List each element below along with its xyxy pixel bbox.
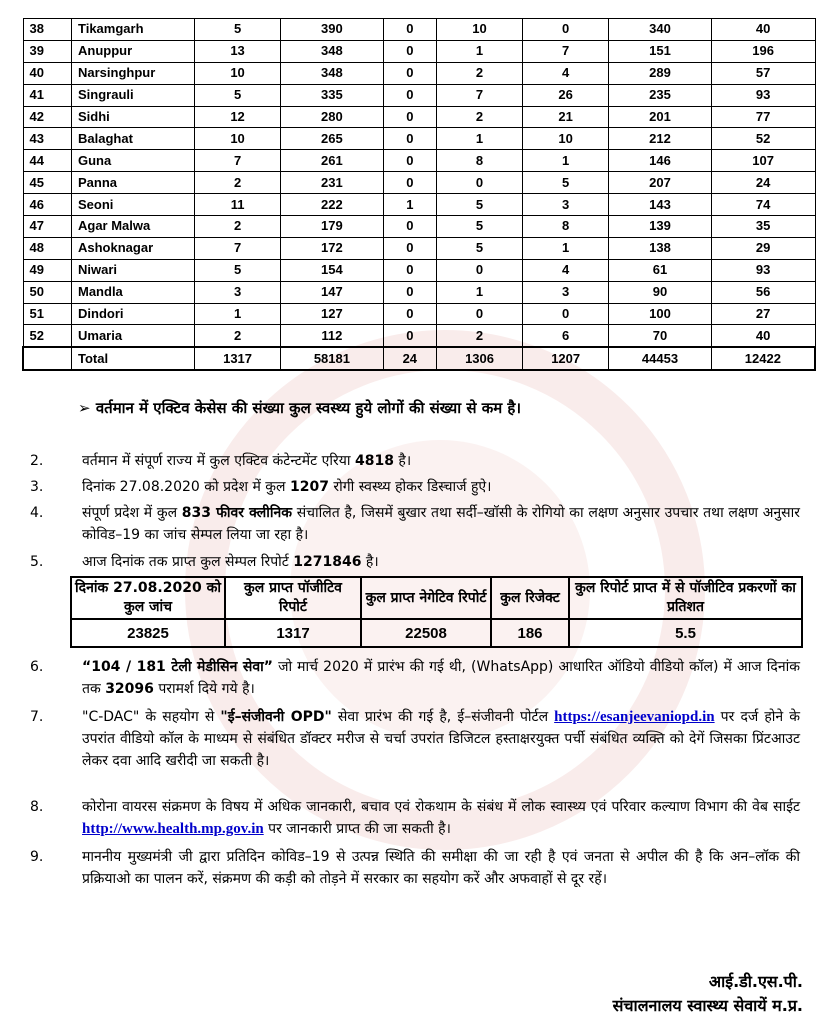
text: आज दिनांक तक प्राप्त कुल सेम्पल रिपोर्ट (82, 554, 294, 570)
cell: 2 (436, 106, 522, 128)
text: संचालित है, जिसमें बुखार तथा सर्दी–खॉसी के रोगियो का लक्षण अनुसार उपचार तथा लक्षण अनुसार कोविड–19 का जांच सेम्पल लिया जा रहा है। (82, 505, 800, 543)
cell: 27 (711, 303, 815, 325)
cell: 0 (383, 325, 436, 347)
cell: 3 (523, 194, 609, 216)
tests-value-row (71, 619, 802, 647)
text: दिनांक 27.08.2020 को प्रदेश में कुल (82, 479, 290, 495)
table-row (23, 216, 815, 238)
cell: 5 (436, 237, 522, 259)
cell: 1317 (195, 347, 281, 370)
cell: 0 (383, 281, 436, 303)
point-2 (30, 450, 800, 472)
point-text: माननीय मुख्यमंत्री जी द्वारा प्रतिदिन कोविड–19 से उत्पन्न स्थिति की समीक्षा की जा रही है एवं जनता से अपील की है कि अन–लॉक की प्रक्रियाओ का पालन करें, संक्रमण की कड़ी को तोड़ने में सरकार का सहयोग करें और अफवाहों से दूर रहें। (82, 849, 800, 887)
cell: 0 (436, 303, 522, 325)
cell: 138 (609, 237, 712, 259)
tests-summary-table (70, 576, 803, 648)
table-row (23, 237, 815, 259)
serial-cell: 47 (23, 216, 72, 238)
cell: 0 (383, 128, 436, 150)
serial-cell: 52 (23, 325, 72, 347)
signature-directorate: संचालनालय स्वास्थ्य सेवायें म.प्र. (612, 996, 803, 1015)
cell: 5 (523, 172, 609, 194)
cell: 7 (195, 237, 281, 259)
district-name-cell: Mandla (72, 281, 195, 303)
cell: 0 (383, 106, 436, 128)
cell: 0 (383, 303, 436, 325)
cell: 348 (281, 40, 384, 62)
table-row (23, 281, 815, 303)
arrow-bullet-icon: ➢ (78, 399, 91, 417)
cell: 112 (281, 325, 384, 347)
serial-cell: 51 (23, 303, 72, 325)
cell: 2 (195, 172, 281, 194)
cell: 8 (523, 216, 609, 238)
district-name-cell: Singrauli (72, 84, 195, 106)
cell: 127 (281, 303, 384, 325)
cell: 74 (711, 194, 815, 216)
point-8 (30, 796, 800, 840)
cell: 44453 (609, 347, 712, 370)
cell: 7 (195, 150, 281, 172)
cell: 90 (609, 281, 712, 303)
district-name-cell: Agar Malwa (72, 216, 195, 238)
cell: 4 (523, 62, 609, 84)
point-9 (30, 846, 800, 890)
cell: 93 (711, 84, 815, 106)
value-cell: 186 (491, 619, 569, 647)
cell: 1 (523, 150, 609, 172)
point-text (82, 706, 800, 772)
cell: 3 (195, 281, 281, 303)
text: वर्तमान में संपूर्ण राज्य में कुल एक्टिव कंटेन्टमेंट एरिया (82, 453, 355, 469)
cell: 1306 (436, 347, 522, 370)
cell: 1 (195, 303, 281, 325)
bold-value: 1207 (289, 479, 329, 495)
cell: 0 (523, 303, 609, 325)
table-row (23, 259, 815, 281)
serial-cell: 40 (23, 62, 72, 84)
serial-cell: 49 (23, 259, 72, 281)
cell: 26 (523, 84, 609, 106)
point-text (82, 476, 800, 498)
cell: 1 (436, 281, 522, 303)
cell: 5 (195, 19, 281, 41)
cell: 5 (195, 259, 281, 281)
serial-cell: 44 (23, 150, 72, 172)
point-number: 5. (30, 554, 44, 570)
serial-cell: 45 (23, 172, 72, 194)
cell: 179 (281, 216, 384, 238)
cell: 0 (383, 19, 436, 41)
table-row (23, 106, 815, 128)
district-name-cell: Balaghat (72, 128, 195, 150)
header-cell: कुल रिपोर्ट प्राप्त में से पॉजीटिव प्रकरणों का प्रतिशत (569, 577, 802, 619)
district-name-cell: Sidhi (72, 106, 195, 128)
cell: 107 (711, 150, 815, 172)
point-text (82, 656, 800, 700)
point-number: 2. (30, 453, 44, 469)
serial-cell: 42 (23, 106, 72, 128)
cell: 172 (281, 237, 384, 259)
table-row (23, 150, 815, 172)
cell: 0 (436, 172, 522, 194)
district-cases-table (22, 18, 816, 371)
cell: 11 (195, 194, 281, 216)
cell: 3 (523, 281, 609, 303)
cell: 5 (436, 194, 522, 216)
cell: 10 (195, 62, 281, 84)
point-3 (30, 476, 800, 498)
cell: 12422 (711, 347, 815, 370)
cell: 1 (436, 40, 522, 62)
point-4 (30, 502, 800, 546)
cell: 24 (711, 172, 815, 194)
value-cell: 1317 (225, 619, 361, 647)
cell: 0 (523, 19, 609, 41)
cell: 24 (383, 347, 436, 370)
cell: 0 (436, 259, 522, 281)
table-row (23, 303, 815, 325)
cell: 207 (609, 172, 712, 194)
cell: 0 (383, 259, 436, 281)
district-name-cell: Narsinghpur (72, 62, 195, 84)
cell: 2 (436, 62, 522, 84)
cell: 35 (711, 216, 815, 238)
district-name-cell: Guna (72, 150, 195, 172)
text: जो मार्च 2020 में प्रारंभ की गई थी, (WhatsApp) आधारित ऑडियो वीडियो कॉल) में आज दिनांक तक (82, 659, 801, 697)
total-row (23, 347, 815, 370)
cell: 201 (609, 106, 712, 128)
point-number: 7. (30, 709, 44, 725)
value-cell: 22508 (361, 619, 491, 647)
cell: 280 (281, 106, 384, 128)
text: सेवा प्रारंभ की गई है, ई–संजीवनी पोर्टल (331, 709, 555, 725)
point-number: 8. (30, 799, 44, 815)
table-row (23, 84, 815, 106)
bold-value: 32096 (105, 681, 154, 697)
header-cell: कुल रिजेक्ट (491, 577, 569, 619)
serial-cell: 39 (23, 40, 72, 62)
cell: 0 (383, 62, 436, 84)
value-cell: 5.5 (569, 619, 802, 647)
cell: 29 (711, 237, 815, 259)
health-mp-link[interactable]: http://www.health.mp.gov.in (82, 821, 264, 837)
district-name-cell: Tikamgarh (72, 19, 195, 41)
point-text (82, 796, 800, 840)
table-row (23, 194, 815, 216)
cell: 5 (195, 84, 281, 106)
cell: 57 (711, 62, 815, 84)
cell: 212 (609, 128, 712, 150)
table-row (23, 325, 815, 347)
cell: 0 (383, 40, 436, 62)
cell: 7 (523, 40, 609, 62)
cell: 13 (195, 40, 281, 62)
cell: 154 (281, 259, 384, 281)
esanjeevani-link[interactable]: https://esanjeevaniopd.in (554, 709, 715, 725)
bold-value: 4818 (354, 453, 394, 469)
cell: 222 (281, 194, 384, 216)
cell: 0 (383, 172, 436, 194)
cell: 390 (281, 19, 384, 41)
serial-cell: 46 (23, 194, 72, 216)
text: परामर्श दिये गये है। (153, 681, 255, 697)
cell: 0 (383, 84, 436, 106)
district-name-cell: Niwari (72, 259, 195, 281)
header-cell: कुल प्राप्त पॉजीटिव रिपोर्ट (225, 577, 361, 619)
bold-value: "ई–संजीवनी OPD" (220, 709, 332, 725)
serial-cell: 38 (23, 19, 72, 41)
text: है। (393, 453, 412, 469)
signature-dept: आई.डी.एस.पी. (708, 972, 803, 991)
highlight-text: वर्तमान में एक्टिव केसेस की संख्या कुल स्वस्थ्य हुये लोगों की संख्या से कम है। (95, 399, 522, 417)
district-name-cell: Ashoknagar (72, 237, 195, 259)
cell: 61 (609, 259, 712, 281)
cell: 1 (523, 237, 609, 259)
cell: 100 (609, 303, 712, 325)
bold-value: “104 / 181 टेली मेडीसिन सेवा” (82, 659, 273, 675)
point-number: 4. (30, 505, 44, 521)
cell: 6 (523, 325, 609, 347)
text: है। (361, 554, 379, 570)
cell: 143 (609, 194, 712, 216)
cell: 289 (609, 62, 712, 84)
highlight-note (78, 398, 521, 418)
cell: 261 (281, 150, 384, 172)
cell: 10 (523, 128, 609, 150)
text: पर जानकारी प्राप्त की जा सकती है। (263, 821, 451, 837)
bold-value: 1271846 (293, 554, 362, 570)
cell: 52 (711, 128, 815, 150)
district-name-cell: Seoni (72, 194, 195, 216)
point-text (82, 502, 800, 546)
cell: 2 (436, 325, 522, 347)
text: संपूर्ण प्रदेश में कुल (82, 505, 182, 521)
cell: 2 (195, 216, 281, 238)
cell: 40 (711, 19, 815, 41)
header-cell: कुल प्राप्त नेगेटिव रिपोर्ट (361, 577, 491, 619)
bold-value: 833 फीवर क्लीनिक (181, 505, 293, 521)
cell: 1 (383, 194, 436, 216)
cell: 235 (609, 84, 712, 106)
cell: 10 (195, 128, 281, 150)
table-row (23, 62, 815, 84)
point-text (82, 551, 800, 573)
cell: 0 (383, 150, 436, 172)
table-row (23, 172, 815, 194)
cell: 56 (711, 281, 815, 303)
cell: 139 (609, 216, 712, 238)
cell: 5 (436, 216, 522, 238)
cell: 146 (609, 150, 712, 172)
cell: 40 (711, 325, 815, 347)
cell: 10 (436, 19, 522, 41)
cell: 2 (195, 325, 281, 347)
cell: 1 (436, 128, 522, 150)
cell: 70 (609, 325, 712, 347)
serial-cell (23, 347, 72, 370)
cell: 335 (281, 84, 384, 106)
header-cell: दिनांक 27.08.2020 को कुल जांच (71, 577, 225, 619)
text: रोगी स्वस्थ्य होकर डिस्चार्ज हुऐ। (328, 479, 492, 495)
serial-cell: 43 (23, 128, 72, 150)
table-row (23, 128, 815, 150)
district-name-cell: Dindori (72, 303, 195, 325)
district-name-cell: Panna (72, 172, 195, 194)
cell: 196 (711, 40, 815, 62)
cell: 1207 (523, 347, 609, 370)
cell: 0 (383, 237, 436, 259)
point-number: 9. (30, 849, 44, 865)
cell: 4 (523, 259, 609, 281)
table-row (23, 40, 815, 62)
table-row (23, 19, 815, 41)
cell: 7 (436, 84, 522, 106)
cell: 0 (383, 216, 436, 238)
cell: 348 (281, 62, 384, 84)
point-7 (30, 706, 800, 772)
serial-cell: 41 (23, 84, 72, 106)
point-number: 3. (30, 479, 44, 495)
serial-cell: 48 (23, 237, 72, 259)
value-cell: 23825 (71, 619, 225, 647)
cell: 340 (609, 19, 712, 41)
cell: 8 (436, 150, 522, 172)
cell: 12 (195, 106, 281, 128)
district-name-cell: Umaria (72, 325, 195, 347)
point-number: 6. (30, 659, 44, 675)
district-name-cell: Total (72, 347, 195, 370)
cell: 147 (281, 281, 384, 303)
point-5 (30, 551, 800, 573)
cell: 151 (609, 40, 712, 62)
text: कोरोना वायरस संक्रमण के विषय में अधिक जानकारी, बचाव एवं रोकथाम के संबंध में लोक स्वास्थ्य एवं परिवार कल्याण विभाग की वेब साईट (82, 799, 800, 815)
cell: 58181 (281, 347, 384, 370)
point-6 (30, 656, 800, 700)
point-text (82, 450, 800, 472)
cell: 93 (711, 259, 815, 281)
cell: 231 (281, 172, 384, 194)
tests-header-row (71, 577, 802, 619)
cell: 21 (523, 106, 609, 128)
serial-cell: 50 (23, 281, 72, 303)
cell: 265 (281, 128, 384, 150)
text: पर दर्ज होने के उपरांत वीडियो कॉल के माध्यम से संबंधित डॉक्टर मरीज से चर्चा उपरांत डिजिटल हस्ताक्षरयुक्त पर्ची संबंधित व्यक्ति को देगें जिसका प्रिंटआउट लेकर दवा आदि खरीदी जा सकती है। (82, 709, 801, 769)
text: "C-DAC" के सहयोग से (82, 709, 221, 725)
district-name-cell: Anuppur (72, 40, 195, 62)
cell: 77 (711, 106, 815, 128)
